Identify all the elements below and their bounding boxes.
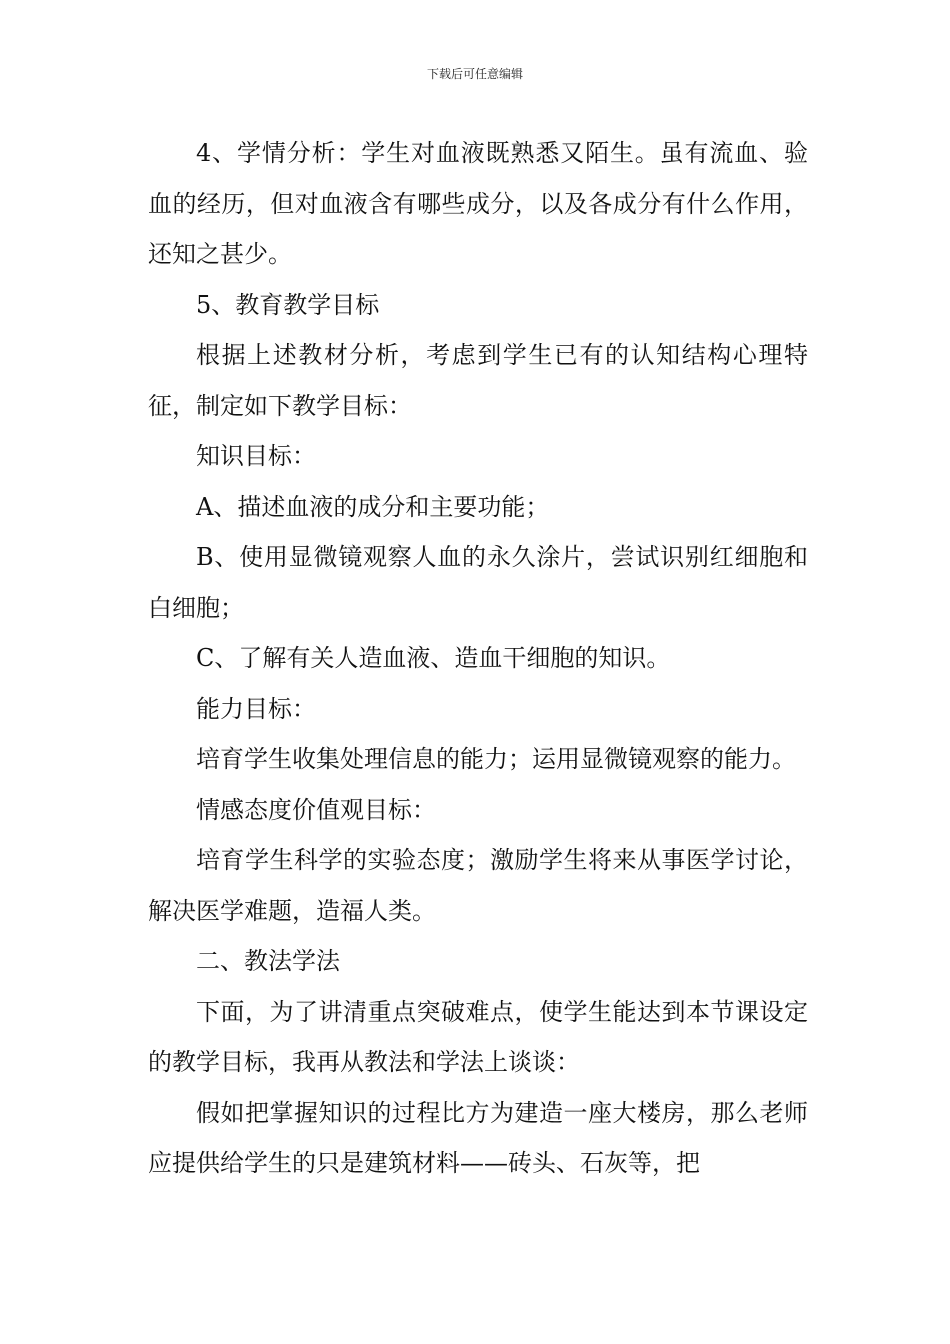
paragraph-ability-goals: 培育学生收集处理信息的能力；运用显微镜观察的能力。: [196, 745, 796, 773]
heading-attitude-goals: 情感态度价值观目标：: [196, 795, 436, 824]
list-item-knowledge-a: A、描述血液的成分和主要功能；: [196, 492, 550, 521]
document-body: [148, 128, 808, 1189]
page-header-note: 下载后可任意编辑: [426, 67, 523, 81]
heading-teaching-methods: 二、教法学法: [196, 947, 340, 975]
heading-ability-goals: 能力目标：: [196, 694, 316, 723]
list-item-knowledge-b: B、使用显微镜观察人血的永久涂片，尝试识别红细胞和白细胞；: [148, 543, 808, 622]
paragraph-methods-intro: 下面，为了讲清重点突破难点，使学生能达到本节课设定的教学目标，我再从教法和学法上谈谈：: [148, 997, 808, 1076]
heading-knowledge-goals: 知识目标：: [196, 442, 316, 470]
paragraph-goals-intro: 根据上述教材分析，考虑到学生已有的认知结构心理特征，制定如下教学目标：: [148, 341, 808, 420]
list-item-knowledge-c: C、了解有关人造血液、造血干细胞的知识。: [196, 644, 671, 672]
heading-teaching-goals: 5、教育教学目标: [196, 290, 380, 319]
paragraph-attitude-goals: 培育学生科学的实验态度；激励学生将来从事医学讨论，解决医学难题，造福人类。: [148, 846, 808, 925]
paragraph-learning-analysis: 4、学情分析：学生对血液既熟悉又陌生。虽有流血、验血的经历，但对血液含有哪些成分，以及各成分有什么作用，还知之甚少。: [148, 139, 808, 268]
paragraph-building-analogy: 假如把掌握知识的过程比方为建造一座大楼房，那么老师应提供给学生的只是建筑材料——砖头、石灰等，把: [148, 1098, 808, 1177]
